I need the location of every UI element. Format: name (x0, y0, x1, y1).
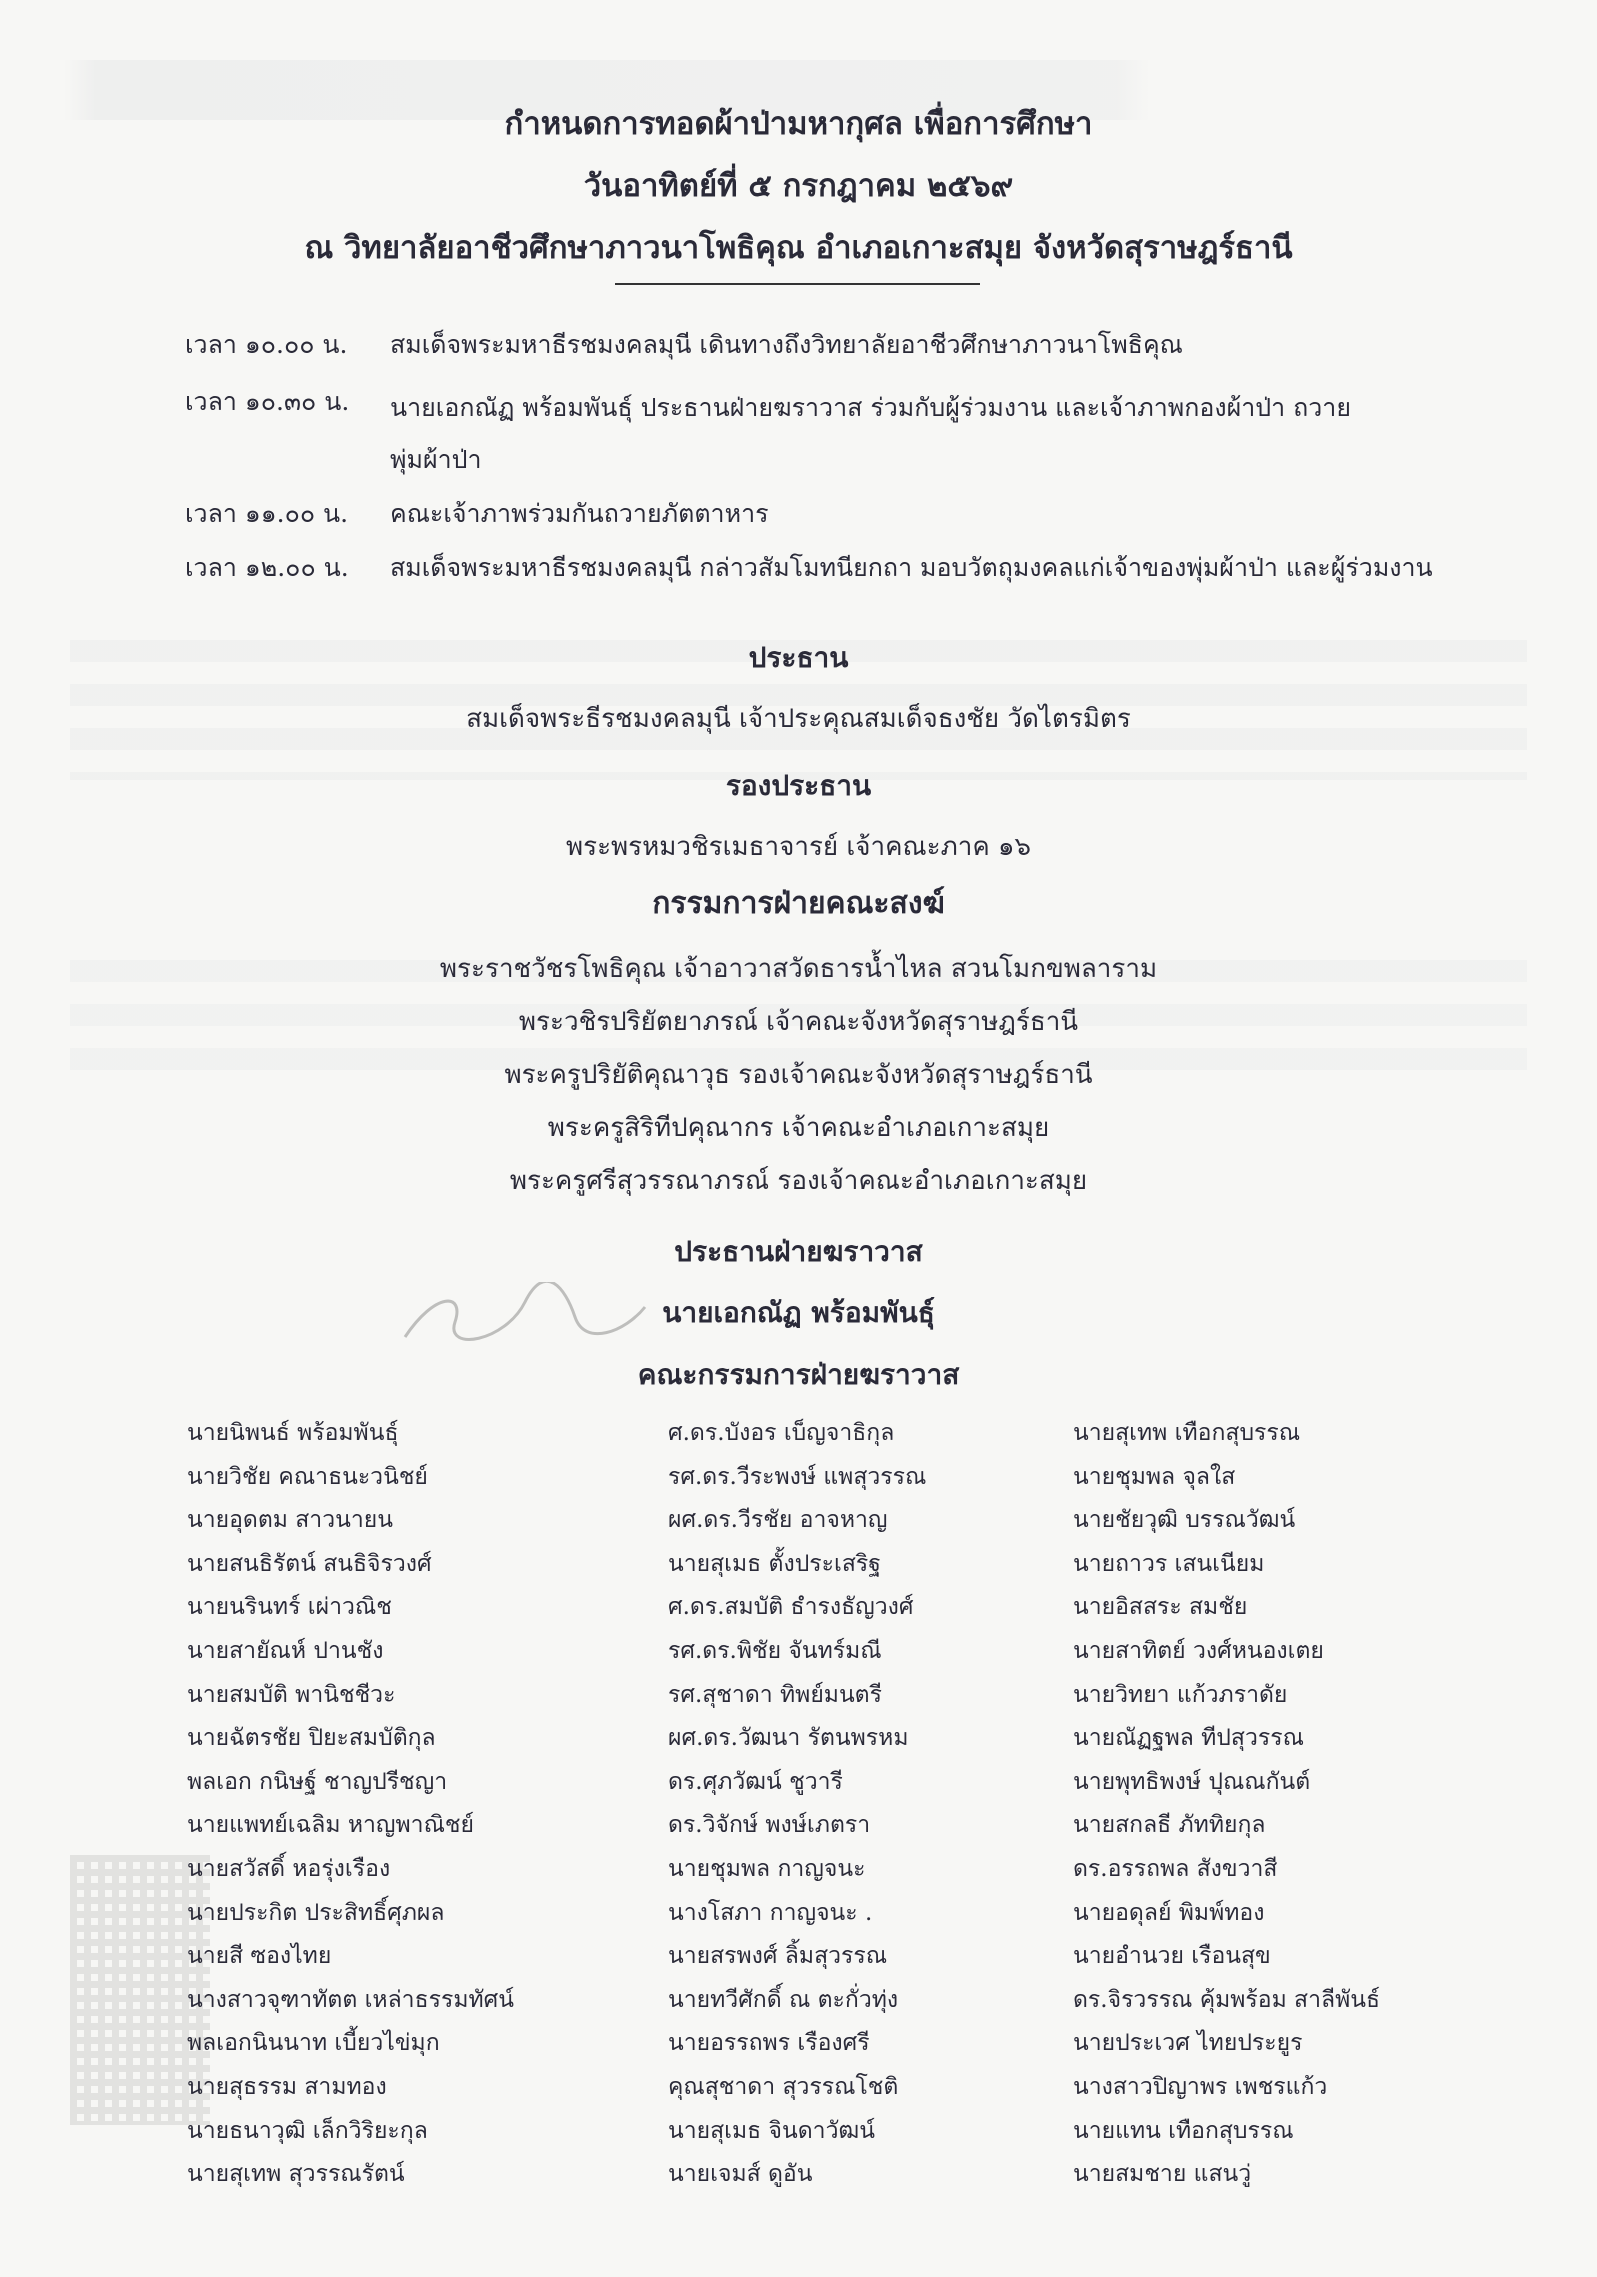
committee-member: นายนิพนธ์ พร้อมพันธุ์ (187, 1420, 399, 1446)
event-date: วันอาทิตย์ที่ ๕ กรกฎาคม ๒๕๖๙ (583, 168, 1014, 204)
committee-member: นายชุมพล จุลใส (1073, 1463, 1236, 1490)
committee-member: นายอำนวย เรือนสุข (1073, 1943, 1271, 1970)
committee-member: นายสมชาย แสนวู่ (1073, 2161, 1252, 2188)
sangha-member: พระราชวัชรโพธิคุณ เจ้าอาวาสวัดธารน้ำไหล สวนโมกขพลาราม (439, 954, 1158, 984)
committee-member: พลเอก กนิษฐ์ ชาญปรีชญา (187, 1768, 448, 1795)
committee-member: นายสมบัติ พานิชชีวะ (187, 1681, 396, 1708)
committee-member: นายอิสสระ สมชัย (1073, 1594, 1248, 1621)
committee-member: นายแพทย์เฉลิม หาญพาณิชย์ (187, 1812, 475, 1839)
lay-committee-column-1 (187, 1412, 514, 2197)
committee-member: นายวิทยา แก้วภราดัย (1073, 1681, 1288, 1708)
president-heading: ประธาน (748, 641, 849, 674)
lay-president-name: นายเอกณัฏ พร้อมพันธุ์ (662, 1296, 935, 1329)
committee-member: นายสรพงศ์ ลิ้มสุวรรณ (668, 1943, 888, 1970)
schedule-item (185, 325, 1580, 365)
committee-member: นายวิชัย คณาธนะวนิชย์ (187, 1463, 428, 1490)
committee-member: นายประกิต ประสิทธิ์ศุภผล (187, 1899, 445, 1926)
sangha-member: พระครูศรีสุวรรณาภรณ์ รองเจ้าคณะอำเภอเกาะสมุย (509, 1166, 1088, 1196)
committee-member: คุณสุชาดา สุวรรณโชติ (668, 2073, 899, 2100)
lay-committee-column-3 (1073, 1412, 1380, 2197)
schedule-item (185, 382, 1370, 486)
committee-member: นายอรรถพร เรืองศรี (668, 2030, 870, 2057)
schedule-time: เวลา ๑๒.๐๐ น. (185, 553, 349, 582)
committee-member: รศ.ดร.วีระพงษ์ แพสุวรรณ (668, 1463, 927, 1490)
committee-member: รศ.ดร.พิชัย จันทร์มณี (668, 1637, 882, 1664)
committee-member: ดร.ศุภวัฒน์ ชูวารี (668, 1768, 843, 1795)
committee-member: นายสายัณห์ ปานชัง (187, 1637, 384, 1664)
president-name: สมเด็จพระธีรชมงคลมุนี เจ้าประคุณสมเด็จธงชัย วัดไตรมิตร (466, 704, 1131, 734)
sangha-committee-heading: กรรมการฝ่ายคณะสงฆ์ (652, 886, 945, 921)
committee-member: พลเอกนินนาท เบี้ยวไข่มุก (187, 2030, 440, 2057)
committee-member: ดร.อรรถพล สังขวาสี (1073, 1855, 1278, 1882)
schedule-text: นายเอกณัฏ พร้อมพันธุ์ ประธานฝ่ายฆราวาส ร่วมกับผู้ร่วมงาน และเจ้าภาพกองผ้าป่า ถวายพุ่มผ้าป่า (390, 393, 1351, 474)
committee-member: นายนรินทร์ เผ่าวณิช (187, 1594, 392, 1621)
committee-member: นายสุเมธ ตั้งประเสริฐ (668, 1550, 881, 1577)
event-place: ณ วิทยาลัยอาชีวศึกษาภาวนาโพธิคุณ อำเภอเกาะสมุย จังหวัดสุราษฎร์ธานี (304, 230, 1293, 266)
committee-member: นายอุดตม สาวนายน (187, 1507, 393, 1534)
lay-committee-heading: คณะกรรมการฝ่ายฆราวาส (637, 1358, 960, 1391)
committee-member: นายธนาวุฒิ เล็กวิริยะกุล (187, 2117, 428, 2144)
committee-member: นายถาวร เสนเนียม (1073, 1550, 1265, 1577)
committee-member: นายสี ซองไทย (187, 1943, 332, 1970)
committee-member: นายสุธรรม สามทอง (187, 2073, 387, 2100)
committee-member: นายชัยวุฒิ บรรณวัฒน์ (1073, 1507, 1296, 1534)
committee-member: นายชุมพล กาญจนะ (668, 1855, 866, 1882)
committee-member: ศ.ดร.สมบัติ ธำรงธัญวงศ์ (668, 1594, 914, 1621)
title-divider (615, 283, 980, 285)
committee-member: ศ.ดร.บังอร เบ็ญจาธิกุล (668, 1420, 895, 1446)
committee-member: นายอดุลย์ พิมพ์ทอง (1073, 1899, 1265, 1926)
vice-president-name: พระพรหมวชิรเมธาจารย์ เจ้าคณะภาค ๑๖ (565, 832, 1032, 862)
committee-member: รศ.สุชาดา ทิพย์มนตรี (668, 1681, 882, 1708)
schedule-time: เวลา ๑๐.๐๐ น. (185, 330, 348, 359)
document-title: กำหนดการทอดผ้าป่ามหากุศล เพื่อการศึกษา (504, 106, 1093, 142)
committee-member: นางสาวจุฑาทัตต เหล่าธรรมทัศน์ (187, 1986, 514, 2013)
committee-member: นายสุเทพ สุวรรณรัตน์ (187, 2161, 405, 2188)
committee-member: นายสวัสดิ์ หอรุ่งเรือง (187, 1855, 391, 1882)
committee-member: นายณัฏฐพล ทีปสุวรรณ (1073, 1725, 1304, 1752)
committee-member: นายประเวศ ไทยประยูร (1073, 2030, 1303, 2057)
committee-member: ผศ.ดร.วีรชัย อาจหาญ (668, 1507, 888, 1534)
committee-member: นายสุเมธ จินดาวัฒน์ (668, 2117, 875, 2144)
committee-member: นายสาทิตย์ วงศ์หนองเตย (1073, 1637, 1324, 1664)
committee-member: นายสกลธี ภัททิยกุล (1073, 1812, 1266, 1839)
sangha-member: พระครูสิริทีปคุณากร เจ้าคณะอำเภอเกาะสมุย (547, 1113, 1050, 1143)
vice-president-heading: รองประธาน (725, 769, 872, 802)
committee-member: ผศ.ดร.วัฒนา รัตนพรหม (668, 1725, 909, 1752)
committee-member: นายพุทธิพงษ์ ปุณณกันต์ (1073, 1768, 1311, 1795)
committee-member: นายสนธิรัตน์ สนธิจิรวงศ์ (187, 1550, 432, 1577)
sangha-member: พระครูปริยัติคุณาวุธ รองเจ้าคณะจังหวัดสุราษฎร์ธานี (504, 1060, 1093, 1090)
schedule-text: สมเด็จพระมหาธีรชมงคลมุนี กล่าวสัมโมทนียกถา มอบวัตถุมงคลแก่เจ้าของพุ่มผ้าป่า และผู้ร่วมงาน (390, 553, 1433, 582)
committee-member: นายฉัตรชัย ปิยะสมบัติกุล (187, 1725, 436, 1752)
committee-member: นายแทน เทือกสุบรรณ (1073, 2117, 1294, 2144)
lay-president-heading: ประธานฝ่ายฆราวาส (674, 1235, 923, 1268)
committee-member: ดร.จิรวรรณ คุ้มพร้อม สาลีพันธ์ (1073, 1986, 1381, 2013)
schedule-time: เวลา ๑๐.๓๐ น. (185, 387, 350, 416)
schedule-item (185, 548, 1580, 588)
schedule-time: เวลา ๑๑.๐๐ น. (185, 499, 349, 528)
schedule-item (185, 494, 1580, 534)
committee-member: นางโสภา กาญจนะ . (668, 1899, 873, 1926)
schedule-text: คณะเจ้าภาพร่วมกันถวายภัตตาหาร (390, 499, 769, 528)
committee-member: ดร.วิจักษ์ พงษ์เภตรา (668, 1812, 871, 1839)
committee-member: นางสาวปิญาพร เพชรแก้ว (1073, 2073, 1328, 2100)
schedule-text: สมเด็จพระมหาธีรชมงคลมุนี เดินทางถึงวิทยาลัยอาชีวศึกษาภาวนาโพธิคุณ (390, 330, 1183, 359)
committee-member: นายสุเทพ เทือกสุบรรณ (1073, 1420, 1301, 1446)
lay-committee-column-2 (668, 1412, 926, 2197)
committee-member: นายทวีศักดิ์ ณ ตะกั่วทุ่ง (668, 1986, 899, 2013)
sangha-member: พระวชิรปริยัตยาภรณ์ เจ้าคณะจังหวัดสุราษฎร์ธานี (518, 1007, 1079, 1037)
signature-mark (395, 1282, 655, 1352)
committee-member: นายเจมส์ ดูอัน (668, 2161, 813, 2188)
